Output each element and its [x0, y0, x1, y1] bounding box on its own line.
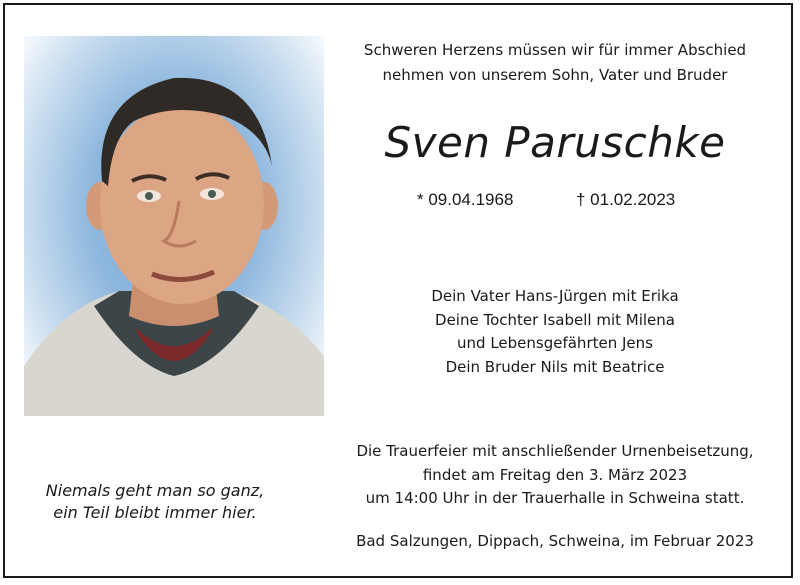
- memorial-quote: [20, 480, 290, 524]
- portrait-illustration: [24, 36, 324, 416]
- family-list: [330, 285, 780, 379]
- quote-line: Niemals geht man so ganz,: [45, 481, 265, 500]
- intro-line: Schweren Herzens müssen wir für immer Abschied: [363, 41, 747, 59]
- family-line: Dein Vater Hans-Jürgen mit Erika: [431, 287, 679, 305]
- portrait-photo: [24, 36, 324, 416]
- family-line: Deine Tochter Isabell mit Milena: [435, 310, 675, 329]
- family-line: Dein Bruder Nils mit Beatrice: [445, 357, 665, 376]
- funeral-service-info: [330, 440, 780, 511]
- service-line: findet am Freitag den 3. März 2023: [422, 465, 688, 484]
- service-line: um 14:00 Uhr in der Trauerhalle in Schweina statt.: [365, 489, 745, 507]
- deceased-name: Sven Paruschke: [384, 118, 726, 167]
- intro-line: nehmen von unserem Sohn, Vater und Bruder: [382, 66, 728, 84]
- service-line: Die Trauerfeier mit anschließender Urnenbeisetzung,: [356, 442, 754, 460]
- death-date: † 01.02.2023: [576, 190, 676, 209]
- birth-date: * 09.04.1968: [417, 190, 514, 209]
- intro-text: [330, 38, 780, 88]
- family-line: und Lebensgefährten Jens: [457, 334, 653, 352]
- place-and-date: Bad Salzungen, Dippach, Schweina, im Februar 2023: [356, 532, 754, 550]
- quote-line: ein Teil bleibt immer hier.: [53, 503, 257, 522]
